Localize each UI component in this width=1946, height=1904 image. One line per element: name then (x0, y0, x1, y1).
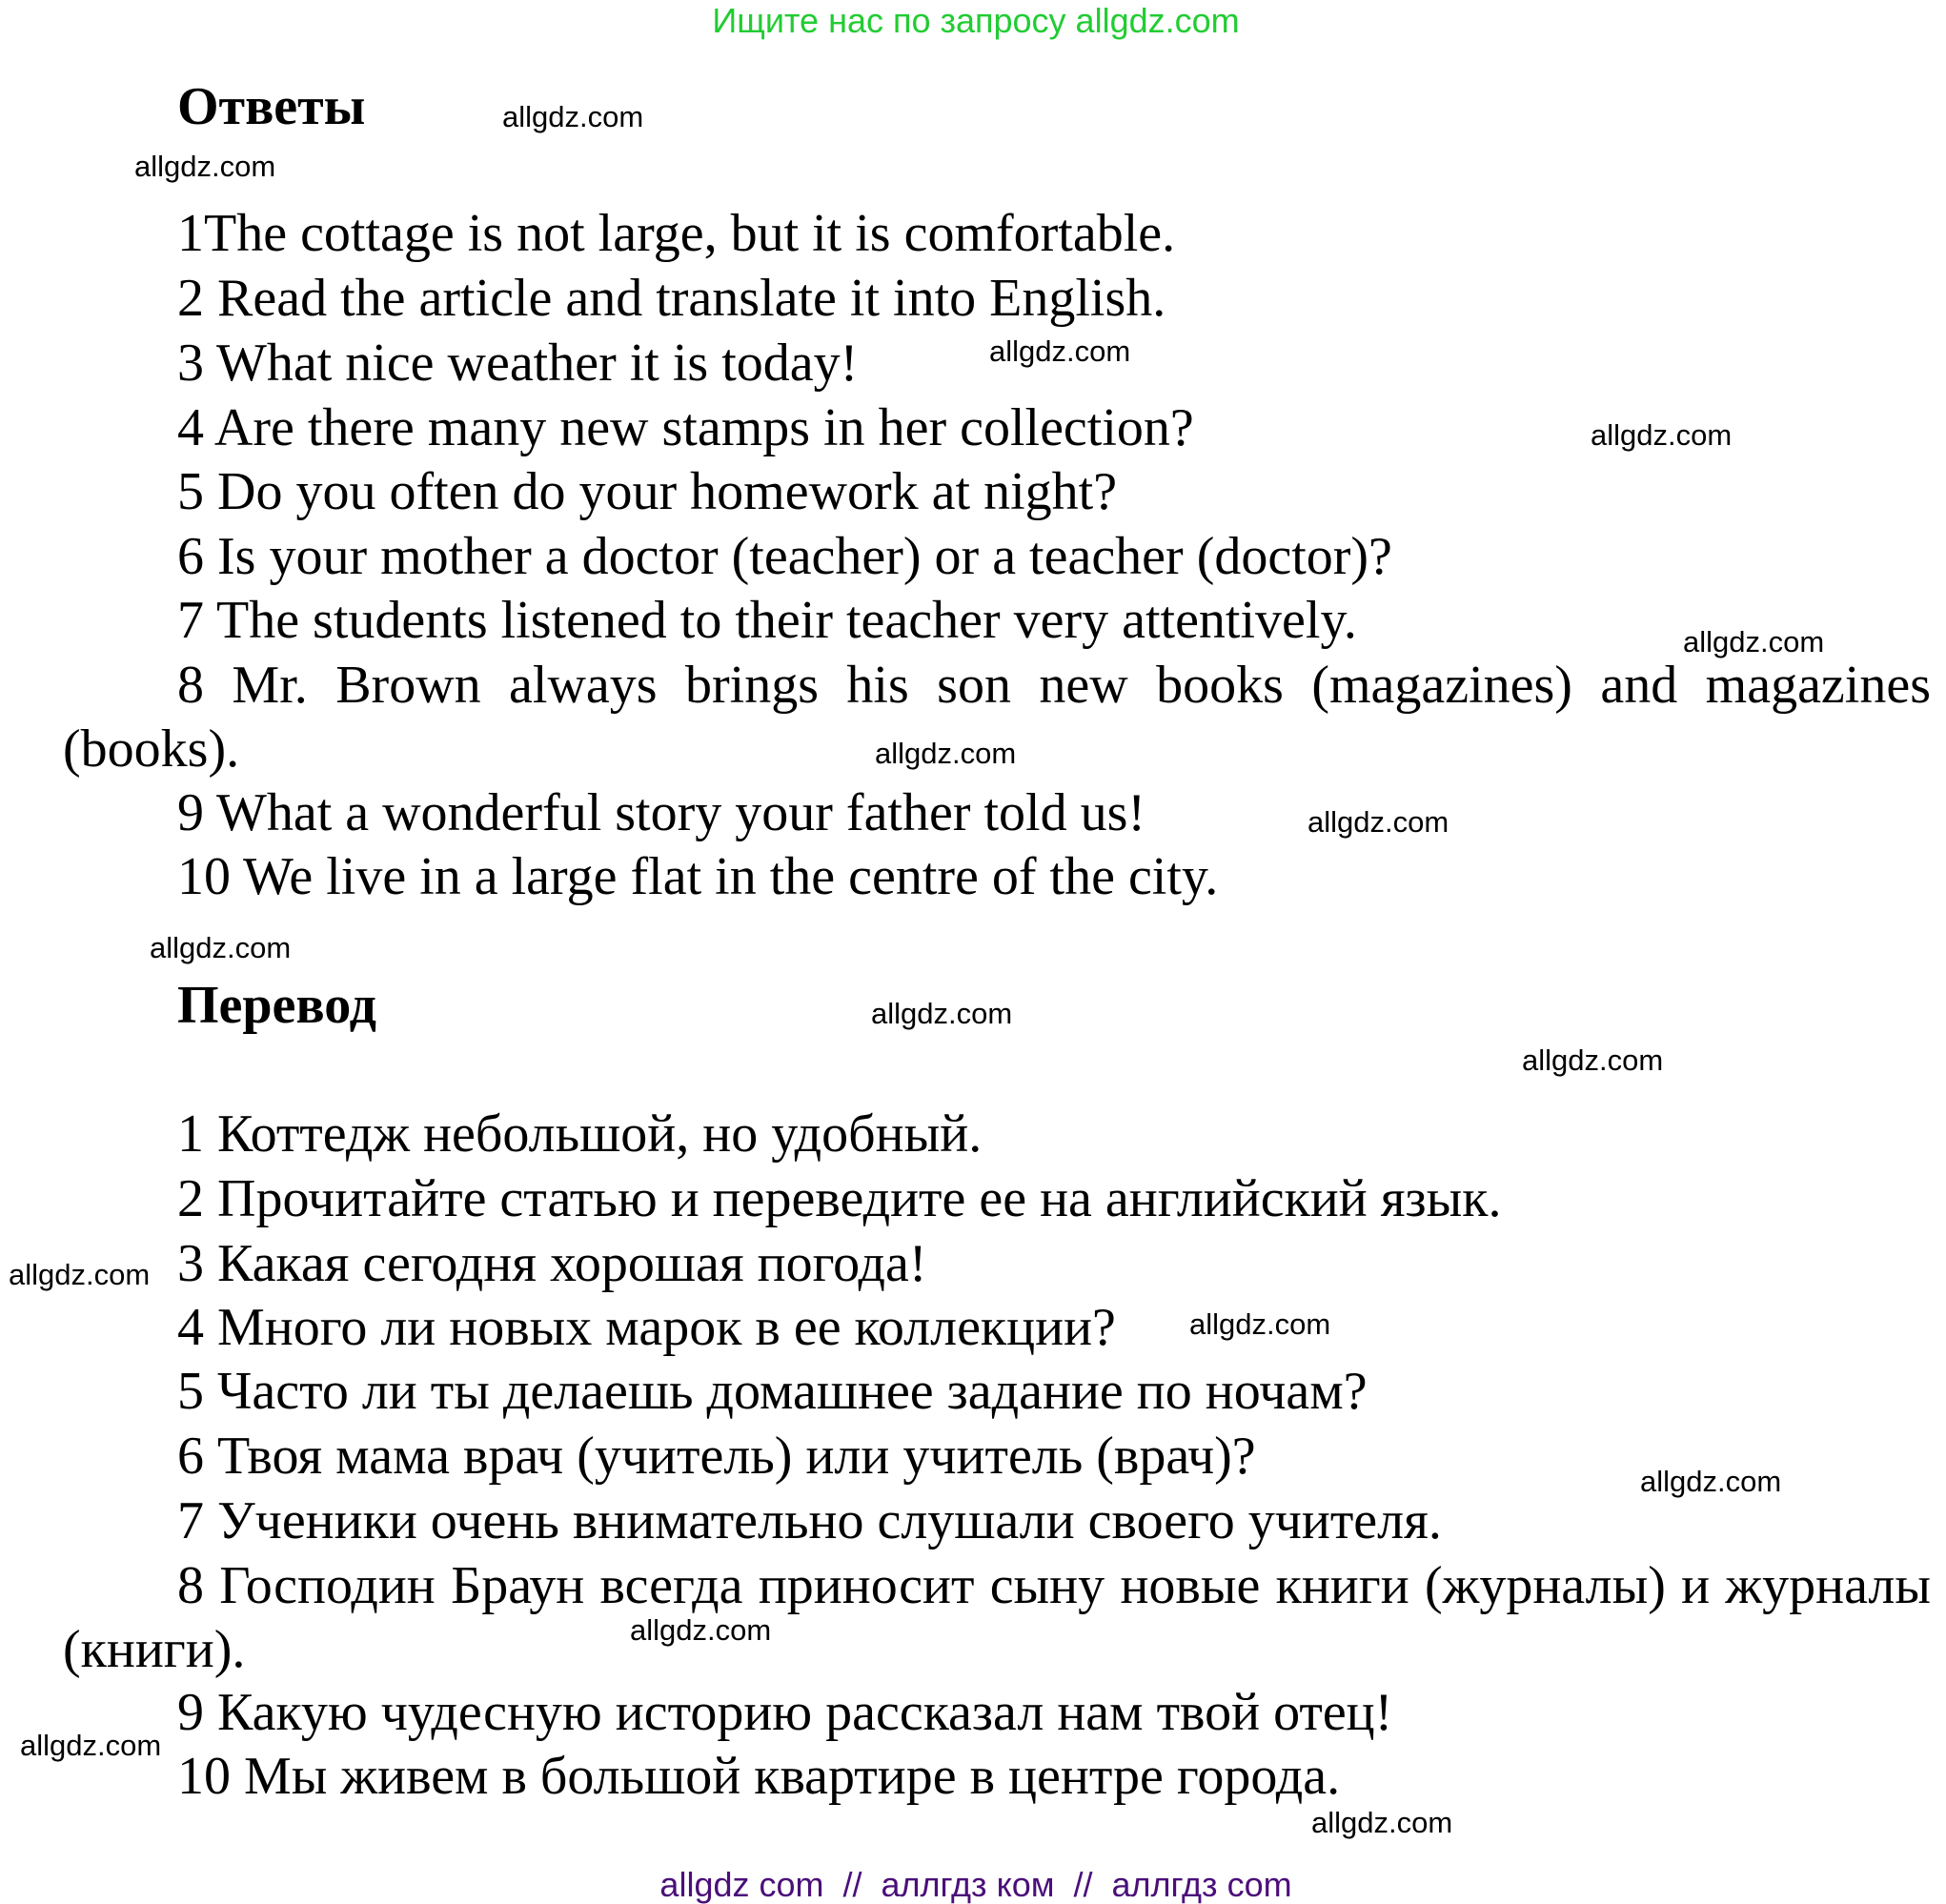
watermark: allgdz.com (1683, 625, 1825, 658)
watermark: allgdz.com (1640, 1465, 1782, 1498)
answer-item-9: 9 What a wonderful story your father told us! (177, 783, 1146, 842)
watermark: allgdz.com (871, 997, 1013, 1030)
watermark: allgdz.com (20, 1729, 162, 1762)
translation-item-7: 7 Ученики очень внимательно слушали своего учителя. (177, 1491, 1442, 1550)
watermark: allgdz.com (630, 1613, 772, 1647)
translation-item-3: 3 Какая сегодня хорошая погода! (177, 1234, 927, 1293)
translation-item-9: 9 Какую чудесную историю рассказал нам твой отец! (177, 1683, 1393, 1742)
watermark: allgdz.com (875, 737, 1017, 770)
translation-heading: Перевод (177, 976, 376, 1035)
watermark: allgdz.com (1189, 1307, 1331, 1341)
watermark: allgdz.com (1311, 1806, 1453, 1839)
watermark: allgdz.com (1307, 805, 1449, 839)
translation-item-8: 8 Господин Браун всегда приносит сыну новые книги (журналы) и журналы (книги). (63, 1556, 1931, 1679)
answer-item-2: 2 Read the article and translate it into English. (177, 269, 1166, 328)
watermark: allgdz.com (1591, 418, 1733, 452)
watermark: allgdz.com (989, 334, 1131, 368)
translation-item-5: 5 Часто ли ты делаешь домашнее задание по ночам? (177, 1362, 1368, 1421)
answer-item-7: 7 The students listened to their teacher very attentively. (177, 591, 1357, 650)
translation-item-4: 4 Много ли новых марок в ее коллекции? (177, 1298, 1116, 1357)
translation-item-1: 1 Коттедж небольшой, но удобный. (177, 1104, 983, 1164)
answer-item-1: 1The cottage is not large, but it is comfortable. (177, 204, 1176, 263)
answer-item-3: 3 What nice weather it is today! (177, 334, 859, 393)
translation-item-6: 6 Твоя мама врач (учитель) или учитель (врач)? (177, 1427, 1256, 1486)
watermark: allgdz.com (9, 1258, 151, 1291)
answer-item-5: 5 Do you often do your homework at night? (177, 462, 1118, 521)
answer-item-4: 4 Are there many new stamps in her collection? (177, 398, 1194, 457)
watermark: allgdz.com (150, 931, 292, 964)
answer-item-10: 10 We live in a large flat in the centre of the city. (177, 847, 1219, 906)
watermark: allgdz.com (502, 100, 644, 133)
watermark: allgdz.com (134, 150, 276, 183)
answers-heading: Ответы (177, 77, 366, 136)
footer-site-links: allgdz com // аллгдз ком // аллгдз com (659, 1865, 1292, 1904)
search-hint-banner: Ищите нас по запросу allgdz.com (712, 1, 1240, 40)
translation-item-10: 10 Мы живем в большой квартире в центре города. (177, 1747, 1341, 1806)
watermark: allgdz.com (1522, 1043, 1664, 1077)
answer-item-6: 6 Is your mother a doctor (teacher) or a teacher (doctor)? (177, 527, 1392, 586)
translation-item-2: 2 Прочитайте статью и переведите ее на английский язык. (177, 1169, 1502, 1228)
answer-item-8: 8 Mr. Brown always brings his son new books (magazines) and magazines (books). (63, 656, 1931, 779)
